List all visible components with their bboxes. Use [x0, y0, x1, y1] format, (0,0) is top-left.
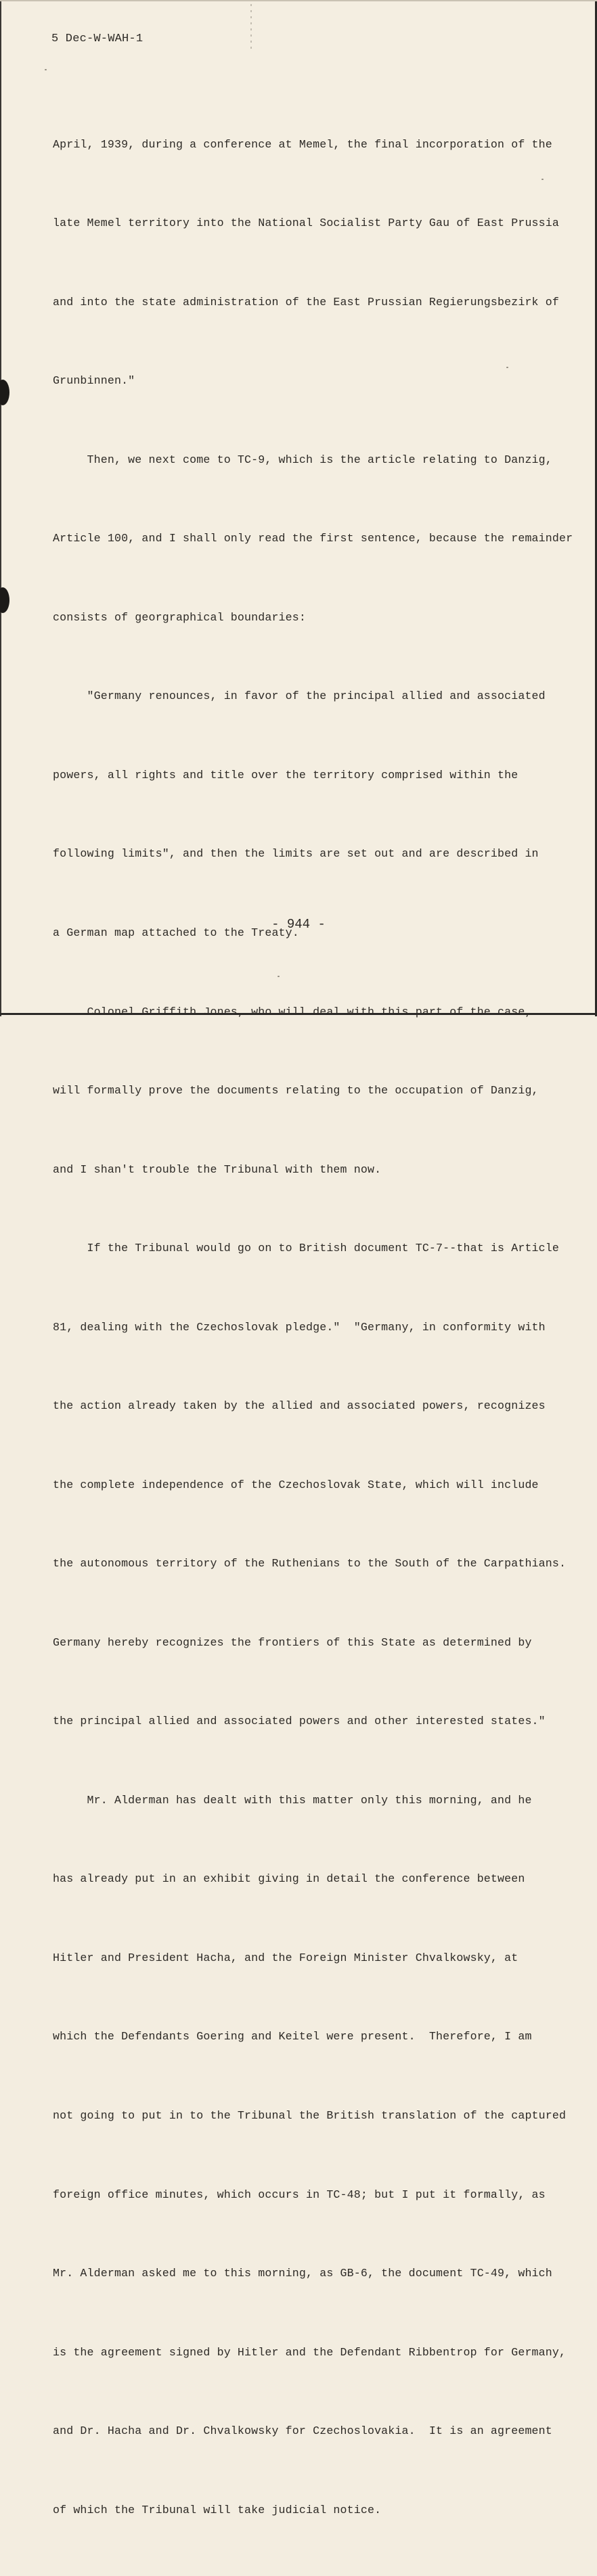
punch-hole [0, 380, 9, 405]
text-line: Article 100, and I shall only read the first sentence, because the remainder [53, 532, 573, 545]
punch-hole [0, 587, 9, 613]
text-line: consists of georgraphical boundaries: [53, 610, 306, 624]
text-line: April, 1939, during a conference at Memel, the final incorporation of the [53, 137, 552, 151]
text-line: powers, all rights and title over the territory comprised within the [53, 768, 518, 782]
text-line: If the Tribunal would go on to British document TC-7--that is Article [53, 1242, 559, 1255]
text-line: and Dr. Hacha and Dr. Chvalkowsky for Czechoslovakia. It is an agreement [53, 2424, 552, 2438]
text-line: not going to put in to the Tribunal the British translation of the captured [53, 2108, 567, 2122]
text-line: "Germany renounces, in favor of the principal allied and associated [53, 690, 546, 703]
text-line: Germany hereby recognizes the frontiers of this State as determined by [53, 1635, 532, 1649]
text-line: Mr. Alderman has dealt with this matter only this morning, and he [53, 1793, 532, 1807]
text-line: of which the Tribunal will take judicial notice. [53, 2503, 382, 2516]
text-line: has already put in an exhibit giving in detail the conference between [53, 1872, 525, 1886]
text-line: and I shan't trouble the Tribunal with them now. [53, 1162, 382, 1176]
text-line: foreign office minutes, which occurs in TC-48; but I put it formally, as [53, 2188, 546, 2201]
text-line: following limits", and then the limits are set out and are described in [53, 847, 539, 861]
document-header-code: 5 Dec-W-WAH-1 [51, 32, 143, 45]
text-line: Grunbinnen." [53, 374, 135, 388]
text-line: and into the state administration of the East Prussian Regierungsbezirk of [53, 295, 559, 309]
text-line: the principal allied and associated powers and other interested states." [53, 1715, 546, 1728]
page-left-edge [0, 1, 1, 1016]
text-line: is the agreement signed by Hitler and the Defendant Ribbentrop for Germany, [53, 2345, 567, 2359]
text-line: a German map attached to the Treaty. [53, 926, 299, 939]
text-line: will formally prove the documents relating to the occupation of Danzig, [53, 1084, 539, 1098]
paper-speck [45, 69, 47, 70]
text-line: Then, we next come to TC-9, which is the article relating to Danzig, [53, 453, 552, 466]
text-line: the autonomous territory of the Ruthenians to the South of the Carpathians. [53, 1557, 567, 1571]
text-line: the action already taken by the allied and associated powers, recognizes [53, 1399, 546, 1413]
text-line: Hitler and President Hacha, and the Foreign Minister Chvalkowsky, at [53, 1951, 518, 1964]
document-body [53, 79, 573, 2576]
text-line: which the Defendants Goering and Keitel were present. Therefore, I am [53, 2030, 532, 2043]
text-line: the complete independence of the Czechoslovak State, which will include [53, 1478, 539, 1491]
text-line: late Memel territory into the National Socialist Party Gau of East Prussia [53, 217, 559, 230]
fold-mark [250, 4, 252, 51]
page-number: - 944 - [271, 917, 326, 932]
text-line: Colonel Griffith Jones, who will deal with this part of the case, [53, 1005, 532, 1018]
text-line: Mr. Alderman asked me to this morning, as GB-6, the document TC-49, which [53, 2267, 552, 2280]
text-line: 81, dealing with the Czechoslovak pledge." "Germany, in conformity with [53, 1320, 546, 1334]
